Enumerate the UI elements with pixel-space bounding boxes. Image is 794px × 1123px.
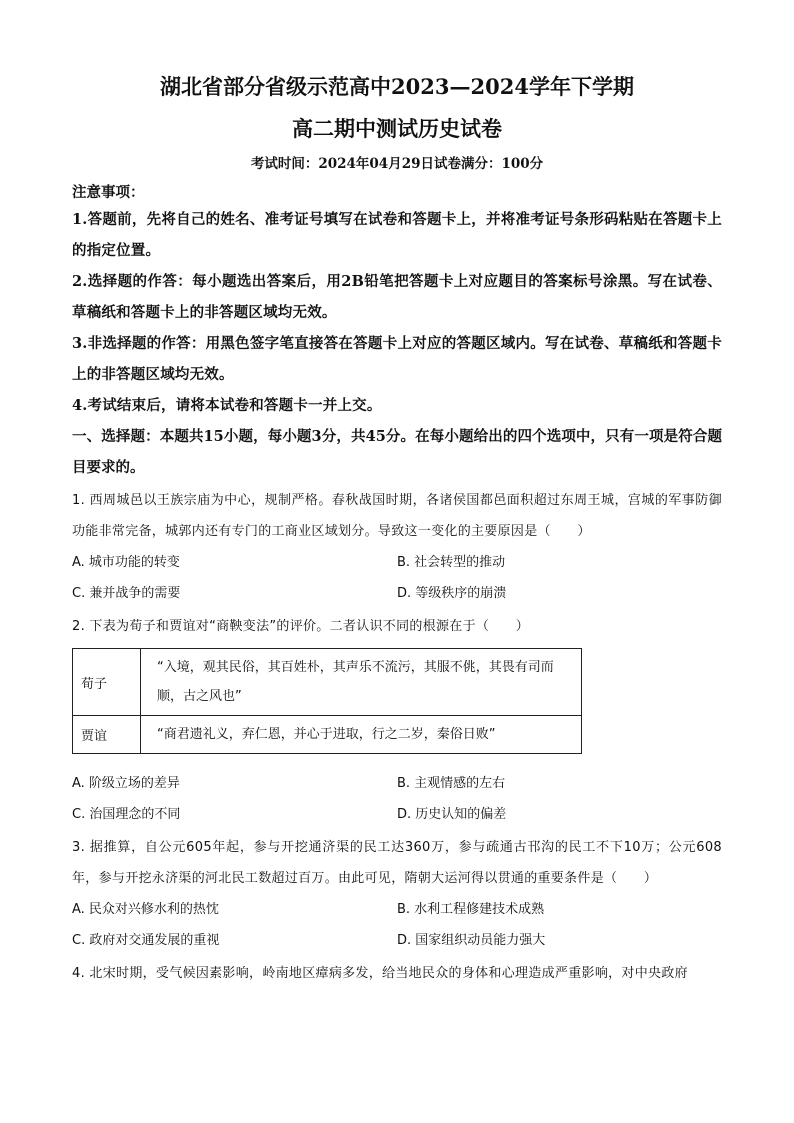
question-2-table [72,648,582,754]
exam-title-line2: 高二期中测试历史试卷 [292,116,502,141]
question-2-option-d: D. 历史认知的偏差 [397,807,507,822]
exam-title-line1: 湖北省部分省级示范高中2023—2024学年下学期 [160,74,634,99]
table-cell-quote: “入境，观其民俗，其百姓朴，其声乐不流污，其服不佻，其畏有司而顺，古之风也” [141,649,582,716]
question-3-option-a: A. 民众对兴修水利的热忱 [72,902,219,917]
question-1-option-c: C. 兼并战争的需要 [72,586,181,601]
question-1-stem: 1. 西周城邑以王族宗庙为中心，规制严格。春秋战国时期，各诸侯国都邑面积超过东周王城，宫城的军事防御功能非常完备，城郭内还有专门的工商业区域划分。导致这一变化的主要原因是（ ） [72,493,722,539]
question-3-option-d: D. 国家组织动员能力强大 [397,933,546,948]
question-1-option-a: A. 城市功能的转变 [72,555,180,570]
table-row [73,716,582,754]
question-4-stem: 4. 北宋时期，受气候因素影响，岭南地区瘴病多发，给当地民众的身体和心理造成严重影响，对中央政府 [72,966,688,981]
table-cell-person: 贾谊 [73,716,141,754]
question-2-stem: 2. 下表为荀子和贾谊对“商鞅变法”的评价。二者认识不同的根源在于（ ） [72,619,530,634]
exam-info: 考试时间：2024年04月29日试卷满分：100分 [250,156,544,172]
question-2-option-a: A. 阶级立场的差异 [72,776,180,791]
note-item-2: 2.选择题的作答：每小题选出答案后，用2B铅笔把答题卡上对应题目的答案标号涂黑。写在试卷、草稿纸和答题卡上的非答题区域均无效。 [72,273,722,321]
note-item-3: 3.非选择题的作答：用黑色签字笔直接答在答题卡上对应的答题区域内。写在试卷、草稿纸和答题卡上的非答题区域均无效。 [72,335,722,383]
question-1-option-d: D. 等级秩序的崩溃 [397,586,507,601]
question-3-stem: 3. 据推算，自公元605年起，参与开挖通济渠的民工达360万，参与疏通古邗沟的民工不下10万；公元608年，参与开挖永济渠的河北民工数超过百万。由此可见，隋朝大运河得以贯通的重要条件是（ ） [72,840,722,886]
question-1-option-b: B. 社会转型的推动 [397,555,506,570]
question-3-option-b: B. 水利工程修建技术成熟 [397,902,545,917]
section-heading: 一、选择题：本题共15小题，每小题3分，共45分。在每小题给出的四个选项中，只有一项是符合题目要求的。 [72,428,722,476]
note-item-4: 4.考试结束后，请将本试卷和答题卡一并上交。 [72,397,382,414]
question-3-options [72,894,722,956]
table-cell-quote: “商君遗礼义，弃仁恩，并心于进取，行之二岁，秦俗日败” [141,716,582,754]
question-2-option-c: C. 治国理念的不同 [72,807,181,822]
notes-heading: 注意事项： [72,184,145,201]
question-2-options [72,768,722,830]
table-cell-person: 荀子 [73,649,141,716]
question-2-option-b: B. 主观情感的左右 [397,776,506,791]
note-item-1: 1.答题前，先将自己的姓名、准考证号填写在试卷和答题卡上，并将准考证号条形码粘贴在答题卡上的指定位置。 [72,211,722,259]
question-3-option-c: C. 政府对交通发展的重视 [72,933,220,948]
question-1-options [72,547,722,609]
table-row [73,649,582,716]
